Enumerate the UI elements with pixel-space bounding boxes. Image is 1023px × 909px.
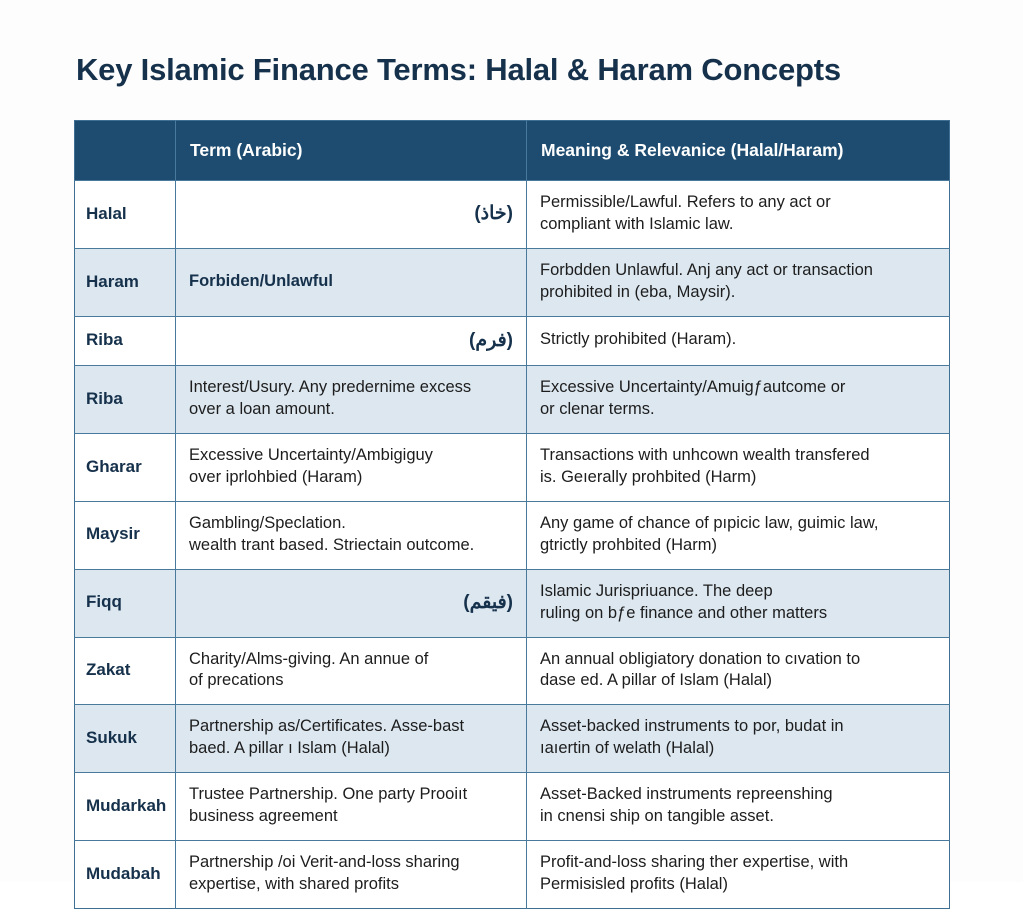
column-header-term-arabic: Term (Arabic) xyxy=(176,121,527,181)
table-row xyxy=(75,316,950,365)
cell-text-line: prohibited in (eba, Maysir). xyxy=(540,282,736,301)
cell-term: Mudabah xyxy=(75,841,176,909)
cell-term-arabic: (فيقم) xyxy=(176,569,527,637)
cell-text-line: Strictly prohibited (Haram). xyxy=(540,330,737,349)
cell-term-arabic: Forbiden/Unlawful xyxy=(176,248,527,316)
cell-meaning xyxy=(527,316,950,365)
page-title: Key Islamic Finance Terms: Halal & Haram Concepts xyxy=(76,51,841,87)
table-header xyxy=(75,121,950,181)
cell-term-arabic xyxy=(176,501,527,569)
cell-term: Maysir xyxy=(75,501,176,569)
cell-meaning xyxy=(527,366,950,434)
cell-text-line: in cnensi ship on tangible asset. xyxy=(540,807,774,826)
table-row xyxy=(75,773,950,841)
cell-text-line: Islamic Jurispriuance. The deep xyxy=(540,581,773,600)
table-row xyxy=(75,181,950,249)
table-row xyxy=(75,841,950,909)
cell-meaning xyxy=(527,248,950,316)
cell-term-arabic xyxy=(176,366,527,434)
cell-text-line: Permissible/Lawful. Refers to any act or xyxy=(540,193,831,211)
cell-text-line: wealth trant based. Striectain outcome. xyxy=(189,535,475,554)
table-header-row xyxy=(75,121,950,181)
cell-meaning xyxy=(527,773,950,841)
table-row xyxy=(75,501,950,569)
cell-term-arabic xyxy=(176,433,527,501)
cell-text-line: dase ed. A pillar of Islam (Halal) xyxy=(540,671,773,690)
cell-text-line: gtrictly prohbited (Harm) xyxy=(540,535,717,554)
cell-term: Halal xyxy=(75,181,176,249)
cell-term: Zakat xyxy=(75,637,176,705)
cell-meaning xyxy=(527,841,950,909)
column-header-meaning: Meaning & Relevanice (Halal/Haram) xyxy=(527,121,950,181)
cell-meaning xyxy=(527,569,950,637)
cell-text-line: business agreement xyxy=(189,807,338,826)
cell-text-line: expertise, with shared profits xyxy=(189,875,400,894)
cell-meaning xyxy=(527,181,950,249)
cell-term-arabic: (خاذ) xyxy=(176,181,527,249)
cell-term-arabic xyxy=(176,705,527,773)
table-body xyxy=(75,181,950,909)
cell-term: Fiqq xyxy=(75,569,176,637)
cell-text-line: Gambling/Speclation. xyxy=(189,513,346,532)
cell-text-line: Partnership as/Certificates. Asse-bast xyxy=(189,717,465,736)
cell-term: Riba xyxy=(75,366,176,434)
table-row xyxy=(75,248,950,316)
table-row xyxy=(75,366,950,434)
cell-text-line: Forbdden Unlawful. Anј any act or transaction xyxy=(540,260,873,279)
cell-text-line: An annual obligiatory donation to cıvation to xyxy=(540,649,861,668)
cell-text-line: of precations xyxy=(189,671,284,690)
cell-text-line: Excessive Uncertainty/Amuigƒautcome or xyxy=(540,378,846,397)
cell-text-line: baed. A pillar ı Islam (Halal) xyxy=(189,739,390,758)
cell-text-line: Interest/Usury. Any predernime excess xyxy=(189,378,472,397)
cell-term: Mudarkah xyxy=(75,773,176,841)
cell-term: Gharar xyxy=(75,433,176,501)
cell-text-line: over a loan amount. xyxy=(189,399,335,418)
table-row xyxy=(75,705,950,773)
cell-term: Riba xyxy=(75,316,176,365)
cell-meaning xyxy=(527,433,950,501)
cell-text-line: Profit-and-loss sharing ther expertise, with xyxy=(540,853,849,872)
cell-text-line: is. Geıerally prohbited (Harm) xyxy=(540,467,757,486)
cell-term-arabic xyxy=(176,773,527,841)
cell-text-line: over iprlohbied (Haram) xyxy=(189,467,363,486)
cell-term: Sukuk xyxy=(75,705,176,773)
cell-text-line: Permisisled profits (Halal) xyxy=(540,875,728,894)
cell-term-arabic xyxy=(176,841,527,909)
column-header-term-label xyxy=(75,121,176,181)
cell-text-line: Charity/Alms-giving. An annue of xyxy=(189,649,429,668)
table-row xyxy=(75,569,950,637)
cell-text-line: Asset-backed instruments to por, budat in xyxy=(540,717,844,736)
cell-text-line: ıaıertin of welath (Halal) xyxy=(540,739,715,758)
cell-term-arabic xyxy=(176,637,527,705)
cell-text-line: Any game of chance of pıpicic law, guimic law, xyxy=(540,513,879,532)
cell-meaning xyxy=(527,501,950,569)
cell-text-line: Excessive Uncertainty/Ambigiguy xyxy=(189,445,433,464)
cell-text-line: Trustee Partnership. One party Prooiıt xyxy=(189,785,468,804)
cell-text-line: or clenar terms. xyxy=(540,399,655,418)
table-container xyxy=(74,120,949,909)
cell-term-arabic: (فرم) xyxy=(176,316,527,365)
cell-text-line: ruling on bƒe finance and other matters xyxy=(540,603,828,622)
cell-text-line: compliant with Islamic law. xyxy=(540,214,734,233)
table-row xyxy=(75,637,950,705)
cell-text-line: Transactions with unhcown wealth transfered xyxy=(540,445,870,464)
islamic-finance-terms-table xyxy=(74,120,950,909)
cell-text-line: Partnership /oi Verit-and-loss sharing xyxy=(189,853,460,872)
cell-term: Haram xyxy=(75,248,176,316)
cell-meaning xyxy=(527,637,950,705)
table-row xyxy=(75,433,950,501)
cell-text-line: Asset-Backed instruments repreenshing xyxy=(540,785,833,804)
cell-meaning xyxy=(527,705,950,773)
